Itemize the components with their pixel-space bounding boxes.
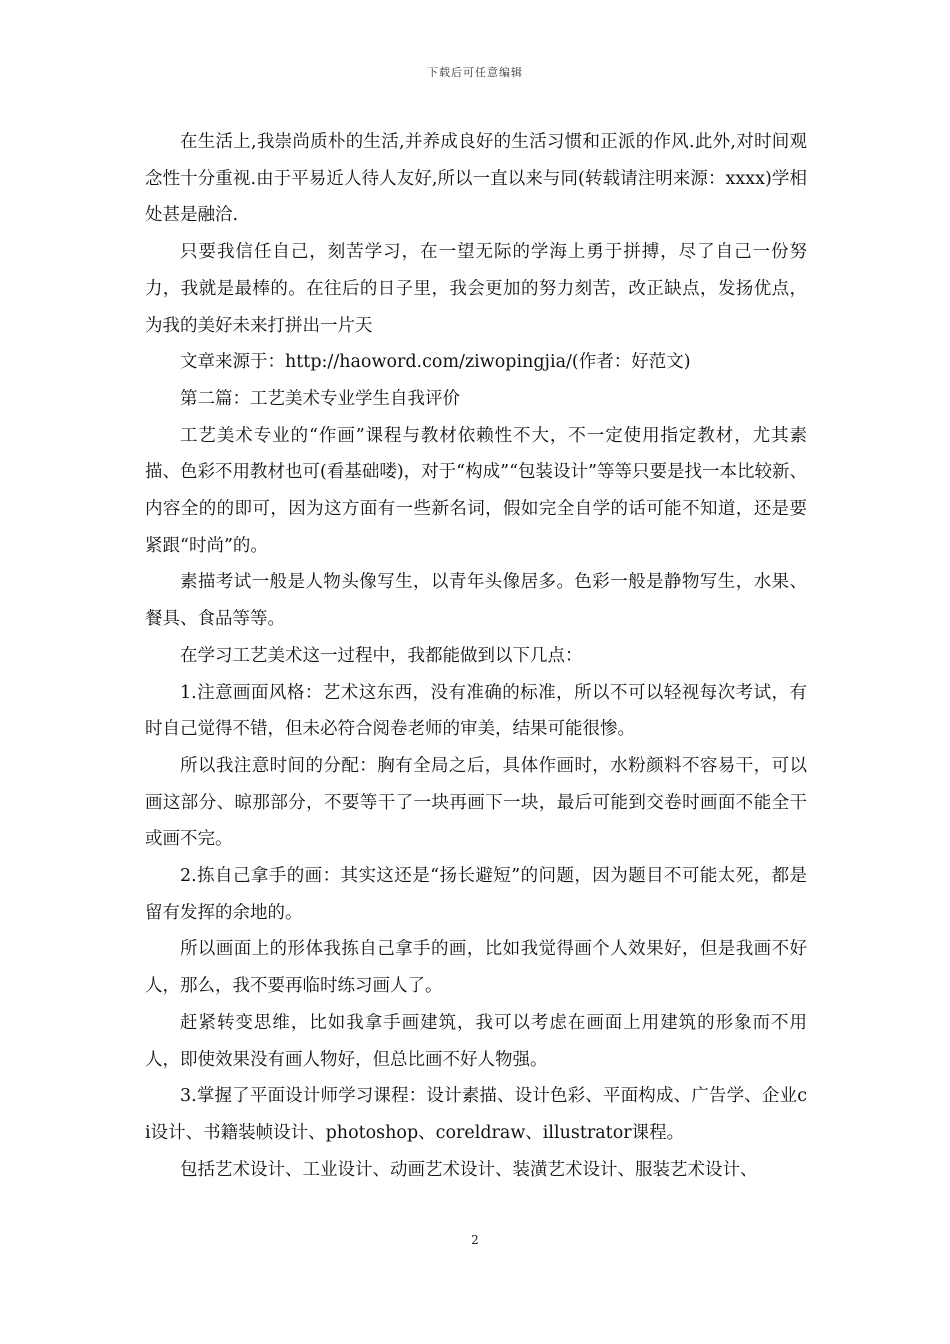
paragraph: 2.拣自己拿手的画：其实这还是“扬长避短”的问题，因为题目不可能太死，都是留有发挥的余地的。	[145, 866, 807, 923]
paragraph: 只要我信任自己，刻苦学习，在一望无际的学海上勇于拼搏，尽了自己一份努力，我就是最棒的。在往后的日子里，我会更加的努力刻苦，改正缺点，发扬优点，为我的美好未来打拼出一片天	[145, 242, 807, 336]
paragraph: 3.掌握了平面设计师学习课程：设计素描、设计色彩、平面构成、广告学、企业ci设计、书籍装帧设计、photoshop、coreldraw、illustrator课程。	[145, 1086, 807, 1143]
section-heading: 第二篇：工艺美术专业学生自我评价	[180, 388, 460, 409]
paragraph: 1.注意画面风格：艺术这东西，没有准确的标准，所以不可以轻视每次考试，有时自己觉得不错，但未必符合阅卷老师的审美，结果可能很惨。	[145, 682, 807, 740]
paragraph: 所以我注意时间的分配：胸有全局之后，具体作画时，水粉颜料不容易干，可以画这部分、晾那部分，不要等干了一块再画下一块，最后可能到交卷时画面不能全干或画不完。	[145, 755, 807, 850]
document-body	[145, 124, 807, 1188]
paragraph: 赶紧转变思维，比如我拿手画建筑，我可以考虑在画面上用建筑的形象而不用人，即使效果没有画人物好，但总比画不好人物强。	[145, 1012, 807, 1070]
paragraph: 工艺美术专业的“作画”课程与教材依赖性不大，不一定使用指定教材，尤其素描、色彩不用教材也可(看基础喽)，对于“构成”“包装设计”等等只要是找一本比较新、内容全的的即可，因为这方面有一些新名词，假如完全自学的话可能不知道，还是要紧跟“时尚”的。	[145, 425, 807, 556]
page-header-note: 下载后可任意编辑	[427, 66, 523, 79]
page-number: 2	[471, 1233, 479, 1247]
paragraph-source-link: 文章来源于：http://haoword.com/ziwopingjia/(作者：好范文)	[180, 352, 691, 373]
paragraph: 所以画面上的形体我拣自己拿手的画，比如我觉得画个人效果好，但是我画不好人，那么，我不要再临时练习画人了。	[145, 939, 807, 997]
paragraph: 在学习工艺美术这一过程中，我都能做到以下几点：	[180, 645, 583, 666]
paragraph: 素描考试一般是人物头像写生，以青年头像居多。色彩一般是静物写生，水果、餐具、食品等等。	[145, 572, 807, 630]
paragraph: 包括艺术设计、工业设计、动画艺术设计、装潢艺术设计、服装艺术设计、	[180, 1159, 758, 1180]
paragraph: 在生活上,我崇尚质朴的生活,并养成良好的生活习惯和正派的作风.此外,对时间观念性十分重视.由于平易近人待人友好,所以一直以来与同(转载请注明来源：xxxx)学相处甚是融洽.	[145, 132, 807, 226]
